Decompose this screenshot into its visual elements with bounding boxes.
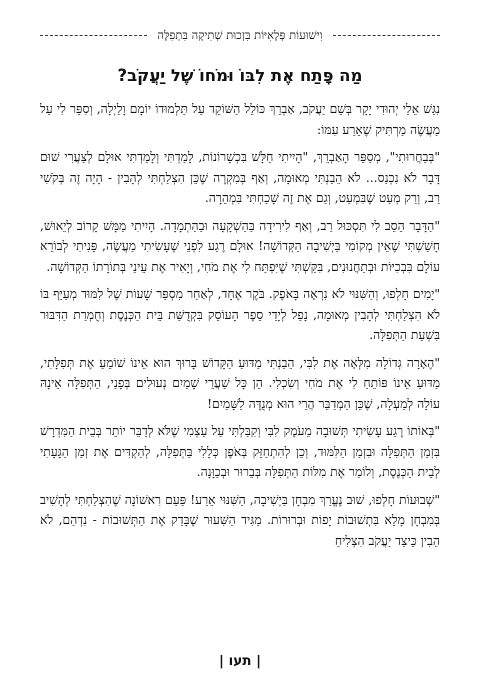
running-header-text: וִישׁוּעוֹת פְּלָאִיּוֹת בִּזְכוּת שְׁתִיקָה בִּתְפִלָּה (157, 28, 323, 42)
paragraph-4: "יָמִים חָלְפוּ, וְהַשִּׁנּוּי לֹא נִרְאָה בָּאֹפֶק. בֹּקֶר אֶחָד, לְאַחַר מִסְפַּר שָׁעוֹת שֶׁל לִמּוּד מְעַיֵּף בּוֹ לֹא הִצְלַחְתִּי לְהָבִין מְאוּמָה, נָפַל לְיָדַי סֵפֶר הָעוֹסֵק בִּקְדֻשַּׁת בֵּית הַכְּנֶסֶת וְחֻמְרַת הַדִּבּוּר בִּשְׁעַת הַתְּפִלָּה. (40, 287, 440, 342)
header-dash-line-left (40, 35, 147, 36)
paragraph-5: "הֶאָרָה גְּדוֹלָה מִלְּאָה אֶת לִבִּי, הֵבַנְתִּי מַדּוּעַ הַקָּדוֹשׁ בָּרוּךְ הוּא אֵינוֹ שׁוֹמֵעַ אֶת תְּפִלָּתִי, מַדּוּעַ אֵינוֹ פּוֹתֵחַ לִי אֶת מֹחִי וְשִׂכְלִי. הֵן כָּל שַׁעֲרֵי שָׁמַיִם נְעוּלִים בְּפָנַי, הַתְּפִלָּה אֵינָהּ עוֹלָה לְמַעְלָה, שֶׁכֵּן הַמְדַבֵּר הֲרֵי הוּא מְנֻדֶּה לַשָּׁמַיִם! (40, 355, 440, 411)
header-dash-line-right (333, 35, 440, 36)
running-header (40, 26, 440, 44)
page-number: | תעו | (218, 653, 262, 669)
paragraph-1: נִגַּשׁ אֵלַי יְהוּדִי יָקָר בְּשֵׁם יַעֲקֹב, אַבְרֵךְ כּוֹלֵל הַשּׁוֹקֵד עַל תַּלְמוּדוֹ יוֹמָם וָלַיְלָה, וְסִפֵּר לִי עַל מַעֲשֶׂה מַרְתִּיק שֶׁאֵרַע עִמּוֹ: (40, 102, 440, 137)
paragraph-2: "בְּבַחֲרוּתִי", מְסַפֵּר הָאַבְרֵךְ, "הָיִיתִי חַלָּשׁ בִּכְשָׁרוֹנוֹת, לָמַדְתִּי וְלָמַדְתִּי אוּלָם לְצַעֲרִי שׁוּם דָּבָר לֹא נִכְנַס... לֹא הֵבַנְתִּי מְאוּמָה, וְאַף בְּמִקְרֶה שֶׁכֵּן הִצְלַחְתִּי לְהָבִין - הָיָה זֶה בְּקֹשִׁי רַב, וְרַק מְעַט שֶׁבִּמְעַט, וְגַם אֶת זֶה שָׁכַחְתִּי בִּמְהֵרָה. (40, 150, 440, 205)
paragraph-3: "הַדָּבָר הֵסֵב לִי תִּסְכּוּל רַב, וְאַף לִירִידָה בַּהַשְׁקָעָה וּבַהַתְמָדָה. הָיִיתִי מַמָּשׁ קָרוֹב לְיֵאוּשׁ, חָשַׁשְׁתִּי שֶׁאֵין מְקוֹמִי בַּיְשִׁיבָה הַקְּדוֹשָׁה! אוּלָם רֶגַע לִפְנֵי שֶׁעָשִׂיתִי מַעֲשֶׂה, פָּנִיתִי לְבוֹרֵא עוֹלָם בִּבְכִיּוֹת וּבְתַחֲנוּנִים, בִּקַּשְׁתִּי שֶׁיִּפְתַּח לִי אֶת מֹחִי, וְיָאִיר אֶת עֵינַי בְּתוֹרָתוֹ הַקְּדוֹשָׁה. (40, 218, 440, 274)
paragraph-6: "בְּאוֹתוֹ רֶגַע עָשִׂיתִי תְּשׁוּבָה מֵעֹמֶק לִבִּי וְקִבַּלְתִּי עַל עַצְמִי שֶׁלֹּא לְדַבֵּר יוֹתֵר בְּבֵית הַמִּדְרָשׁ בִּזְמַן הַתְּפִלָּה וּבִזְמַן הַלִּמּוּד, וְכֵן לְהִתְחַזֵּק בְּאֹפֶן כְּלָלִי בַּתְּפִלָּה, לְהַקְדִּים אֶת זְמַן הַגָּעָתִי לְבֵית הַכְּנֶסֶת, וְלוֹמַר אֶת מִלּוֹת הַתְּפִלָּה בְּבֵרוּר וּבְכַוָּנָה. (40, 424, 440, 479)
section-title: מַה פָּתַח אֶת לִבּוֹ וּמֹחוֹ שֶׁל יַעֲקֹב? (117, 66, 363, 85)
paragraph-7: "שְׁבוּעוֹת חָלְפוּ, שׁוּב נֶעֱרַךְ מִבְחָן בַּיְשִׁיבָה, הַשִּׁנּוּי אֵרַע! פַּעַם רִאשׁוֹנָה שֶׁהִצְלַחְתִּי לְהָשִׁיב בְּמִבְחָן מָלֵא בִּתְשׁוּבוֹת יָפוֹת וּבְרוּרוֹת. מַגִּיד הַשִּׁעוּר שֶׁבָּדַק אֶת הַתְּשׁוּבוֹת - נִדְהַם, לֹא הֵבִין כֵּיצַד יַעֲקֹב הִצְלִיחַ (40, 492, 440, 548)
